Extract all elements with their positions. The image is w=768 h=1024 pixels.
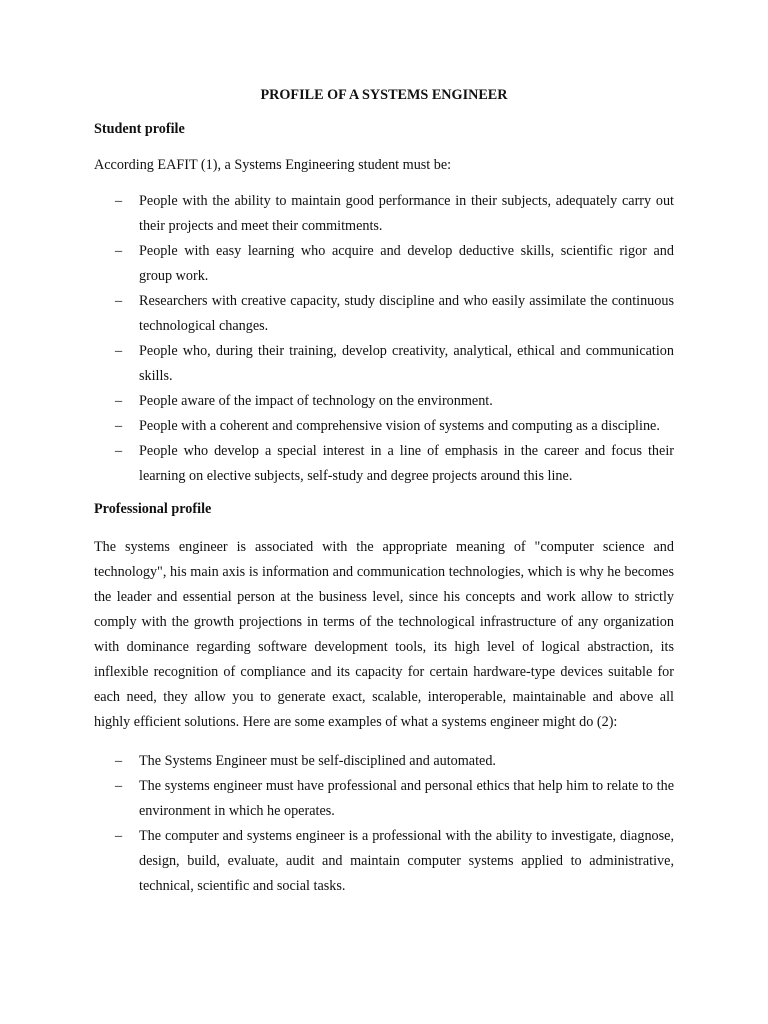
bullet-dash: – (115, 753, 123, 769)
student-profile-list (94, 189, 674, 489)
bullet-dash: – (115, 778, 123, 794)
list-item: – People with the ability to maintain good performance in their subjects, adequately carry out their projects and meet their commitments. (94, 189, 674, 239)
bullet-dash: – (115, 443, 123, 459)
list-item: – Researchers with creative capacity, study discipline and who easily assimilate the continuous technological changes. (94, 289, 674, 339)
list-item: – People who, during their training, develop creativity, analytical, ethical and communication skills. (94, 339, 674, 389)
bullet-dash: – (115, 243, 123, 259)
student-profile-intro: According EAFIT (1), a Systems Engineering student must be: (94, 157, 452, 173)
bullet-dash: – (115, 418, 123, 434)
student-profile-heading: Student profile (94, 121, 185, 137)
bullet-dash: – (115, 343, 123, 359)
professional-profile-heading: Professional profile (94, 501, 212, 517)
professional-profile-paragraph: The systems engineer is associated with the appropriate meaning of "computer science and technology", his main axis is information and communication technologies, which is why he becomes the leader and essential person at the business level, since his concepts and work allow to strictly comply with the growth projections in terms of the technological infrastructure of any organization with dominance regarding software development tools, its high level of logical abstraction, its inflexible recognition of compliance and its capacity for certain hardware-type devices suitable for each need, they allow you to generate exact, scalable, interoperable, maintainable and above all highly efficient solutions. Here are some examples of what a systems engineer might do (2): (94, 539, 674, 730)
list-item: – People with easy learning who acquire and develop deductive skills, scientific rigor and group work. (94, 239, 674, 289)
list-item: – The systems engineer must have professional and personal ethics that help him to relate to the environment in which he operates. (94, 774, 674, 824)
professional-profile-list (94, 749, 674, 899)
document-title: PROFILE OF A SYSTEMS ENGINEER (260, 87, 508, 103)
list-item: – People with a coherent and comprehensive vision of systems and computing as a discipline. (94, 414, 674, 439)
bullet-dash: – (115, 393, 123, 409)
list-item: – The Systems Engineer must be self-disciplined and automated. (94, 749, 674, 774)
bullet-dash: – (115, 293, 123, 309)
list-item: – People who develop a special interest in a line of emphasis in the career and focus their learning on elective subjects, self-study and degree projects around this line. (94, 439, 674, 489)
bullet-dash: – (115, 828, 123, 844)
list-item: – The computer and systems engineer is a professional with the ability to investigate, diagnose, design, build, evaluate, audit and maintain computer systems applied to administrative, technical, scientific and social tasks. (94, 824, 674, 899)
bullet-dash: – (115, 193, 123, 209)
list-item: – People aware of the impact of technology on the environment. (94, 389, 674, 414)
